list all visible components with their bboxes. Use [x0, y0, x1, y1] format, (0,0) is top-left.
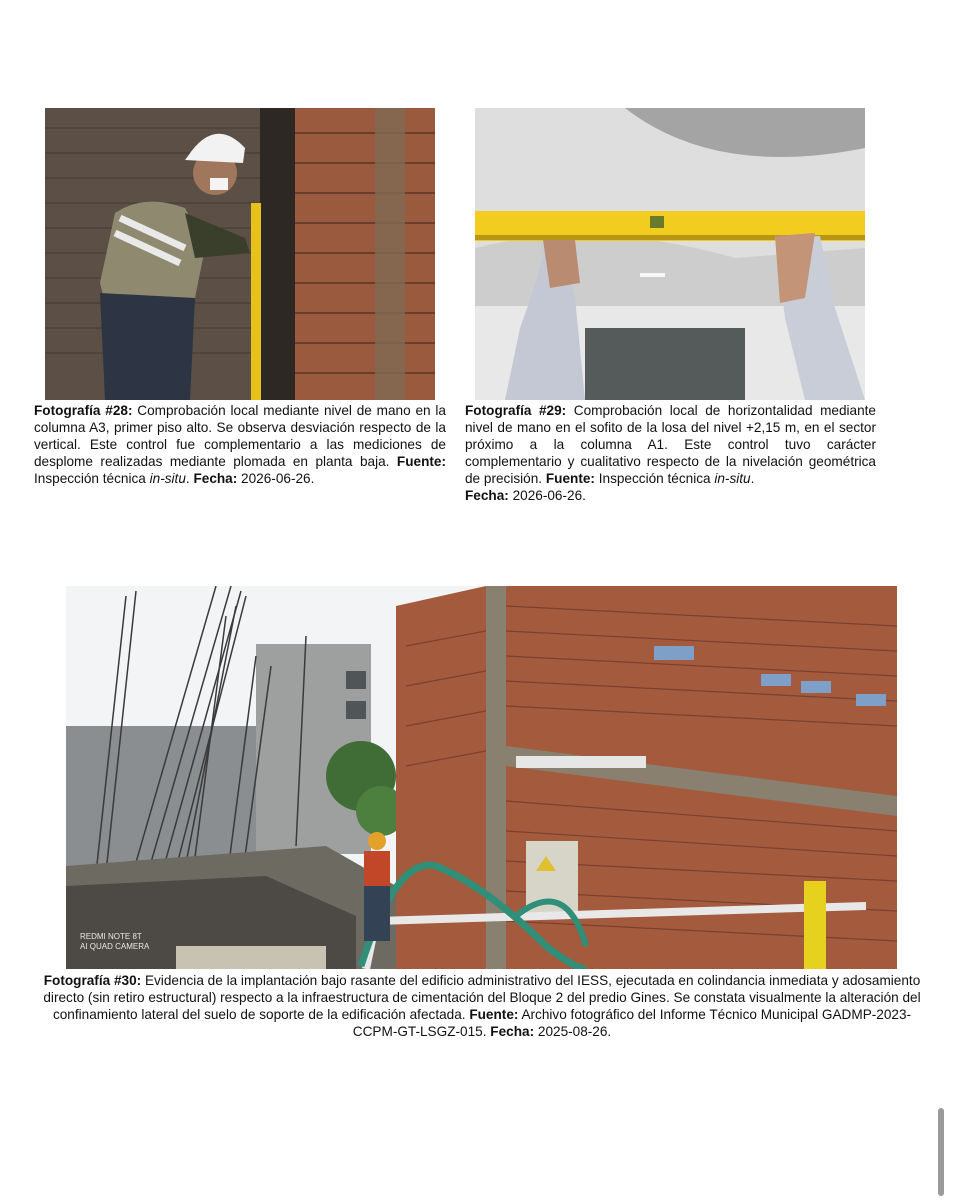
- date-value: 2026-06-26.: [237, 471, 315, 486]
- caption-label: Fotografía #30:: [43, 973, 142, 988]
- source-text: Inspección técnica: [34, 471, 150, 486]
- caption-photo-30: [34, 972, 930, 1040]
- source-label: Fuente:: [396, 454, 446, 469]
- source-label: Fuente:: [469, 1007, 519, 1022]
- source-text: Inspección técnica: [594, 471, 715, 486]
- camera-watermark-line2: AI QUAD CAMERA: [80, 942, 150, 951]
- caption-photo-29: [465, 402, 876, 504]
- date-label: Fecha:: [465, 488, 509, 503]
- source-text-end: .: [750, 471, 755, 486]
- camera-watermark-line1: REDMI NOTE 8T: [80, 932, 142, 941]
- caption-body: Comprobación local de horizontalidad mediante nivel de mano en el sofito de la losa del nivel +2,15 m, en el sector próximo a la columna A1. Este control tuvo carácter complementario y cualitativo respecto de la nivelación geométrica de precisión.: [465, 403, 876, 486]
- photo-28: [45, 108, 435, 400]
- caption-label: Fotografía #28:: [34, 403, 133, 418]
- date-value: 2026-06-26.: [508, 488, 586, 503]
- date-value: 2025-08-26.: [534, 1024, 612, 1039]
- source-label: Fuente:: [545, 471, 595, 486]
- date-label: Fecha:: [193, 471, 238, 486]
- source-text-end: .: [185, 471, 194, 486]
- caption-photo-28: [34, 402, 446, 487]
- caption-body: Evidencia de la implantación bajo rasante del edificio administrativo del IESS, ejecutada en colindancia inmediata y adosamiento directo (sin retiro estructural) respecto a la infraestructura de cimentación del Bloque 2 del predio Gines. Se constata visualmente la alteración del confinamiento lateral del suelo de soporte de la edificación afectada.: [43, 973, 921, 1022]
- date-label: Fecha:: [490, 1024, 535, 1039]
- source-text: Archivo fotográfico del Informe Técnico Municipal GADMP-2023-CCPM-GT-LSGZ-015.: [352, 1007, 912, 1039]
- source-emphasis: in-situ: [714, 471, 751, 486]
- photo-30: [66, 586, 897, 969]
- source-emphasis: in-situ: [149, 471, 186, 486]
- scrollbar[interactable]: [938, 1108, 944, 1196]
- caption-body: Comprobación local mediante nivel de mano en la columna A3, primer piso alto. Se observa desviación respecto de la vertical. Este control fue complementario a las mediciones de desplome realizadas mediante plomada en planta baja.: [34, 403, 446, 469]
- photo-29: [475, 108, 865, 400]
- caption-label: Fotografía #29:: [465, 403, 567, 418]
